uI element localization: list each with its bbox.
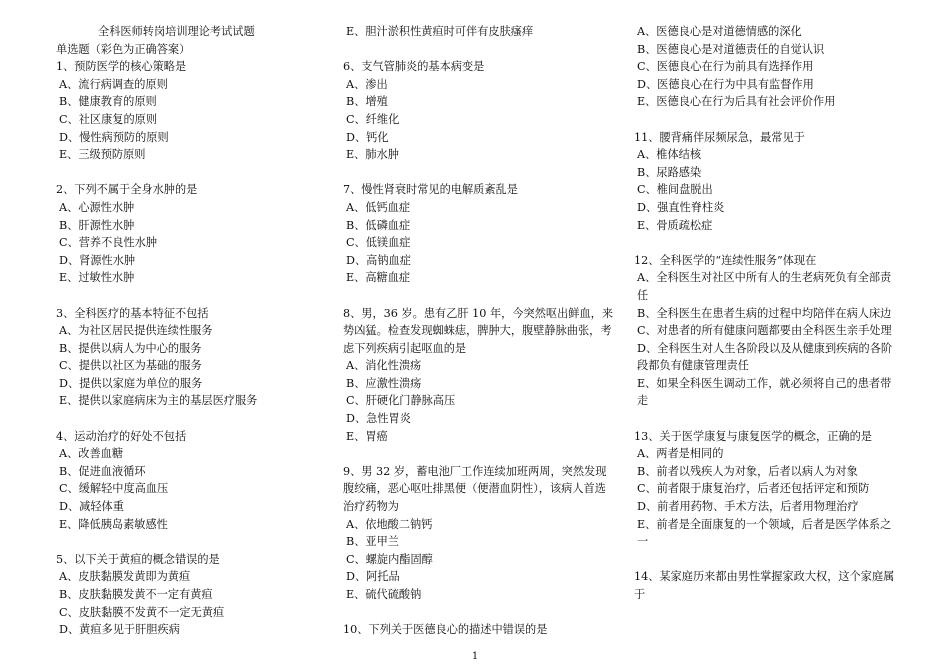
exam-title: 全科医师转岗培训理论考试试题 — [98, 25, 255, 38]
question-text: 3、全科医疗的基本特征不包括 — [56, 306, 209, 320]
option: A、为社区居民提供连续性服务 — [59, 324, 213, 338]
option: D、减轻体重 — [59, 500, 124, 514]
question-text: 10、下列关于医德良心的描述中错误的是 — [343, 623, 548, 637]
option: A、改善血糖 — [59, 447, 124, 461]
option: C、皮肤黏膜不发黄不一定无黄疸 — [59, 605, 225, 619]
option: C、前者限于康复治疗，后者还包括评定和预防 — [637, 482, 870, 496]
question-text: 11、腰背痛伴尿频尿急，最常见于 — [634, 130, 805, 144]
question-text: 4、运动治疗的好处不包括 — [56, 429, 187, 443]
option: C、社区康复的原则 — [59, 112, 158, 126]
option: B、前者以残疾人为对象，后者以病人为对象 — [637, 464, 858, 478]
column-3 — [634, 23, 900, 621]
option: D、高钠血症 — [346, 253, 411, 267]
option: B、亚甲兰 — [346, 535, 399, 549]
option: E、骨质疏松症 — [637, 218, 713, 232]
column-1 — [56, 23, 318, 656]
question-block — [56, 305, 318, 411]
option: D、肾源性水肿 — [59, 253, 136, 267]
question-text: 14、某家庭历来都由男性掌握家政大权，这个家庭属于 — [634, 570, 895, 601]
option: A、全科医生对社区中所有人的生老病死负有全部责任 — [637, 271, 892, 302]
question-block — [634, 129, 900, 235]
option: C、低镁血症 — [346, 236, 411, 250]
question-block — [634, 252, 900, 410]
option: E、医德良心在行为后具有社会评价作用 — [637, 95, 836, 109]
option: E、肺水肿 — [346, 148, 399, 162]
question-block — [343, 181, 613, 287]
question-text: 9、男 32 岁，蓄电池厂工作连续加班两周，突然发现腹绞痛，恶心呕吐排黑便（便潜血阴性），该病人首选治疗药物为 — [343, 464, 607, 514]
option: D、提供以家庭为单位的服务 — [59, 376, 203, 390]
option: B、全科医生在患者生病的过程中均陪伴在病人床边 — [637, 306, 892, 320]
question-block — [56, 58, 318, 164]
option: A、消化性溃疡 — [346, 359, 422, 373]
question-text: 7、慢性肾衰时常见的电解质紊乱是 — [343, 183, 518, 197]
option: B、提供以病人为中心的服务 — [59, 341, 202, 355]
option: E、前者是全面康复的一个领域，后者是医学体系之一 — [637, 517, 892, 549]
option: A、流行病调查的原则 — [59, 77, 168, 91]
option: E、降低胰岛素敏感性 — [59, 517, 168, 531]
option: C、螺旋内酯固醇 — [346, 552, 433, 566]
question-block — [56, 551, 318, 639]
option: B、尿路感染 — [637, 165, 702, 179]
option: D、钙化 — [346, 130, 389, 144]
option: C、提供以社区为基础的服务 — [59, 359, 202, 373]
option: D、慢性病预防的原则 — [59, 130, 169, 144]
question-list-col3 — [634, 129, 900, 604]
option: A、渗出 — [346, 77, 388, 91]
option: A、依地酸二钠钙 — [346, 517, 433, 531]
question-block — [634, 428, 900, 551]
question-block — [634, 568, 900, 603]
column-2 — [343, 23, 613, 656]
option: C、医德良心在行为前具有选择作用 — [637, 60, 814, 74]
option: A、两者是相同的 — [637, 447, 724, 461]
question-text: 5、以下关于黄疸的概念错误的是 — [56, 552, 220, 566]
question-block — [343, 305, 613, 446]
page-number: 1 — [471, 651, 479, 662]
option: B、健康教育的原则 — [59, 95, 157, 109]
option: E、胃癌 — [346, 429, 388, 443]
option: B、低磷血症 — [346, 218, 411, 232]
option: D、全科医生对人生各阶段以及从健康到疾病的各阶段都负有健康管理责任 — [637, 341, 893, 373]
option: D、强直性脊柱炎 — [637, 200, 725, 214]
option: E、高糖血症 — [346, 271, 411, 285]
question-block — [56, 428, 318, 534]
option: C、椎间盘脱出 — [637, 183, 713, 197]
question-text: 6、支气管肺炎的基本病变是 — [343, 60, 485, 74]
option: E、提供以家庭病床为主的基层医疗服务 — [59, 394, 258, 408]
option: A、心源性水肿 — [59, 200, 135, 214]
option: E、硫代硫酸钠 — [346, 588, 422, 601]
option: A、椎体结核 — [637, 148, 702, 162]
question-block — [343, 58, 613, 164]
section-subtitle: 单选题（彩色为正确答案） — [56, 42, 191, 56]
option: B、肝源性水肿 — [59, 218, 135, 232]
option: A、医德良心是对道德情感的深化 — [637, 25, 802, 38]
question-list-col2 — [343, 58, 613, 639]
option: C、缓解轻中度高血压 — [59, 482, 169, 496]
option: E、如果全科医生调动工作，就必须将自己的患者带走 — [637, 376, 892, 408]
option: D、阿托品 — [346, 570, 400, 584]
option: C、纤维化 — [346, 112, 400, 126]
option: A、低钙血症 — [346, 200, 411, 214]
option: B、促进血液循环 — [59, 464, 146, 478]
option: D、医德良心在行为中具有监督作用 — [637, 77, 814, 91]
option: B、皮肤黏膜发黄不一定有黄疸 — [59, 588, 213, 601]
option: C、营养不良性水肿 — [59, 236, 158, 250]
question-text: 12、全科医学的“连续性服务”体现在 — [634, 253, 817, 267]
question-block — [343, 621, 613, 639]
option: D、急性胃炎 — [346, 412, 411, 426]
question-block — [56, 181, 318, 287]
option: D、前者用药物、手术方法，后者用物理治疗 — [637, 500, 859, 514]
question-text: 13、关于医学康复与康复医学的概念，正确的是 — [634, 429, 872, 443]
question-text: 8、男，36 岁。患有乙肝 10 年，今突然呕出鲜血，来势凶猛。检查发现蜘蛛痣，脾肿大，腹壁静脉曲张，考虑下列疾病引起呕血的是 — [343, 306, 614, 355]
question-text: 2、下列不属于全身水肿的是 — [56, 183, 198, 197]
question-block — [343, 463, 613, 604]
option: E、过敏性水肿 — [59, 271, 135, 285]
option: A、皮肤黏膜发黄即为黄疸 — [59, 570, 191, 584]
option: B、增殖 — [346, 95, 388, 109]
option: C、对患者的所有健康问题都要由全科医生亲手处理 — [637, 324, 892, 338]
option: B、医德良心是对道德责任的自觉认识 — [637, 42, 825, 56]
option: B、应激性溃疡 — [346, 376, 422, 390]
option: E、三级预防原则 — [59, 148, 146, 162]
option: C、肝硬化门静脉高压 — [346, 394, 456, 408]
question-list-col1 — [56, 58, 318, 639]
continued-options-q10 — [634, 23, 900, 111]
question-text: 1、预防医学的核心策略是 — [56, 60, 187, 74]
option: D、黄疸多见于肝胆疾病 — [59, 623, 180, 637]
continued-option-q5e: E、胆汁淤积性黄疸时可伴有皮肤瘙痒 — [346, 25, 534, 38]
